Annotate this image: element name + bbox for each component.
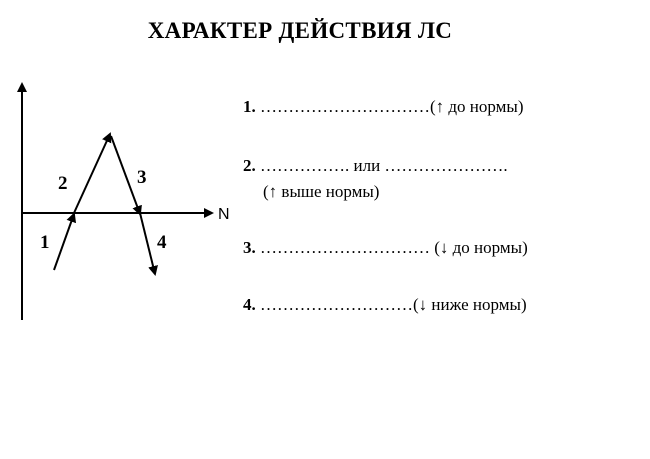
item-text: ………………………(↓ ниже нормы) bbox=[260, 295, 527, 314]
page-title: ХАРАКТЕР ДЕЙСТВИЯ ЛС bbox=[147, 18, 453, 43]
diagram-label-3: 3 bbox=[137, 167, 147, 188]
item-number: 2. bbox=[243, 156, 256, 175]
arrow-2 bbox=[74, 134, 110, 213]
arrow-3 bbox=[111, 136, 140, 214]
list-item-2 bbox=[243, 156, 508, 202]
diagram-label-1: 1 bbox=[40, 232, 50, 253]
diagram-label-4: 4 bbox=[157, 232, 167, 253]
list-item-3 bbox=[243, 238, 528, 258]
arrow-1 bbox=[54, 214, 74, 270]
effect-diagram bbox=[0, 0, 240, 340]
item-text: ……………. или …………………. bbox=[260, 156, 508, 175]
axis-label-n: N bbox=[218, 206, 230, 223]
item-text: ………………………… (↓ до нормы) bbox=[260, 238, 528, 257]
list-item-1 bbox=[243, 97, 524, 117]
item-number: 1. bbox=[243, 97, 256, 116]
item-text: …………………………(↑ до нормы) bbox=[260, 97, 524, 116]
item-number: 3. bbox=[243, 238, 256, 257]
arrow-4 bbox=[140, 213, 155, 274]
item-subtext: (↑ выше нормы) bbox=[263, 182, 380, 201]
item-number: 4. bbox=[243, 295, 256, 314]
diagram-label-2: 2 bbox=[58, 173, 68, 194]
list-item-4 bbox=[243, 295, 527, 315]
